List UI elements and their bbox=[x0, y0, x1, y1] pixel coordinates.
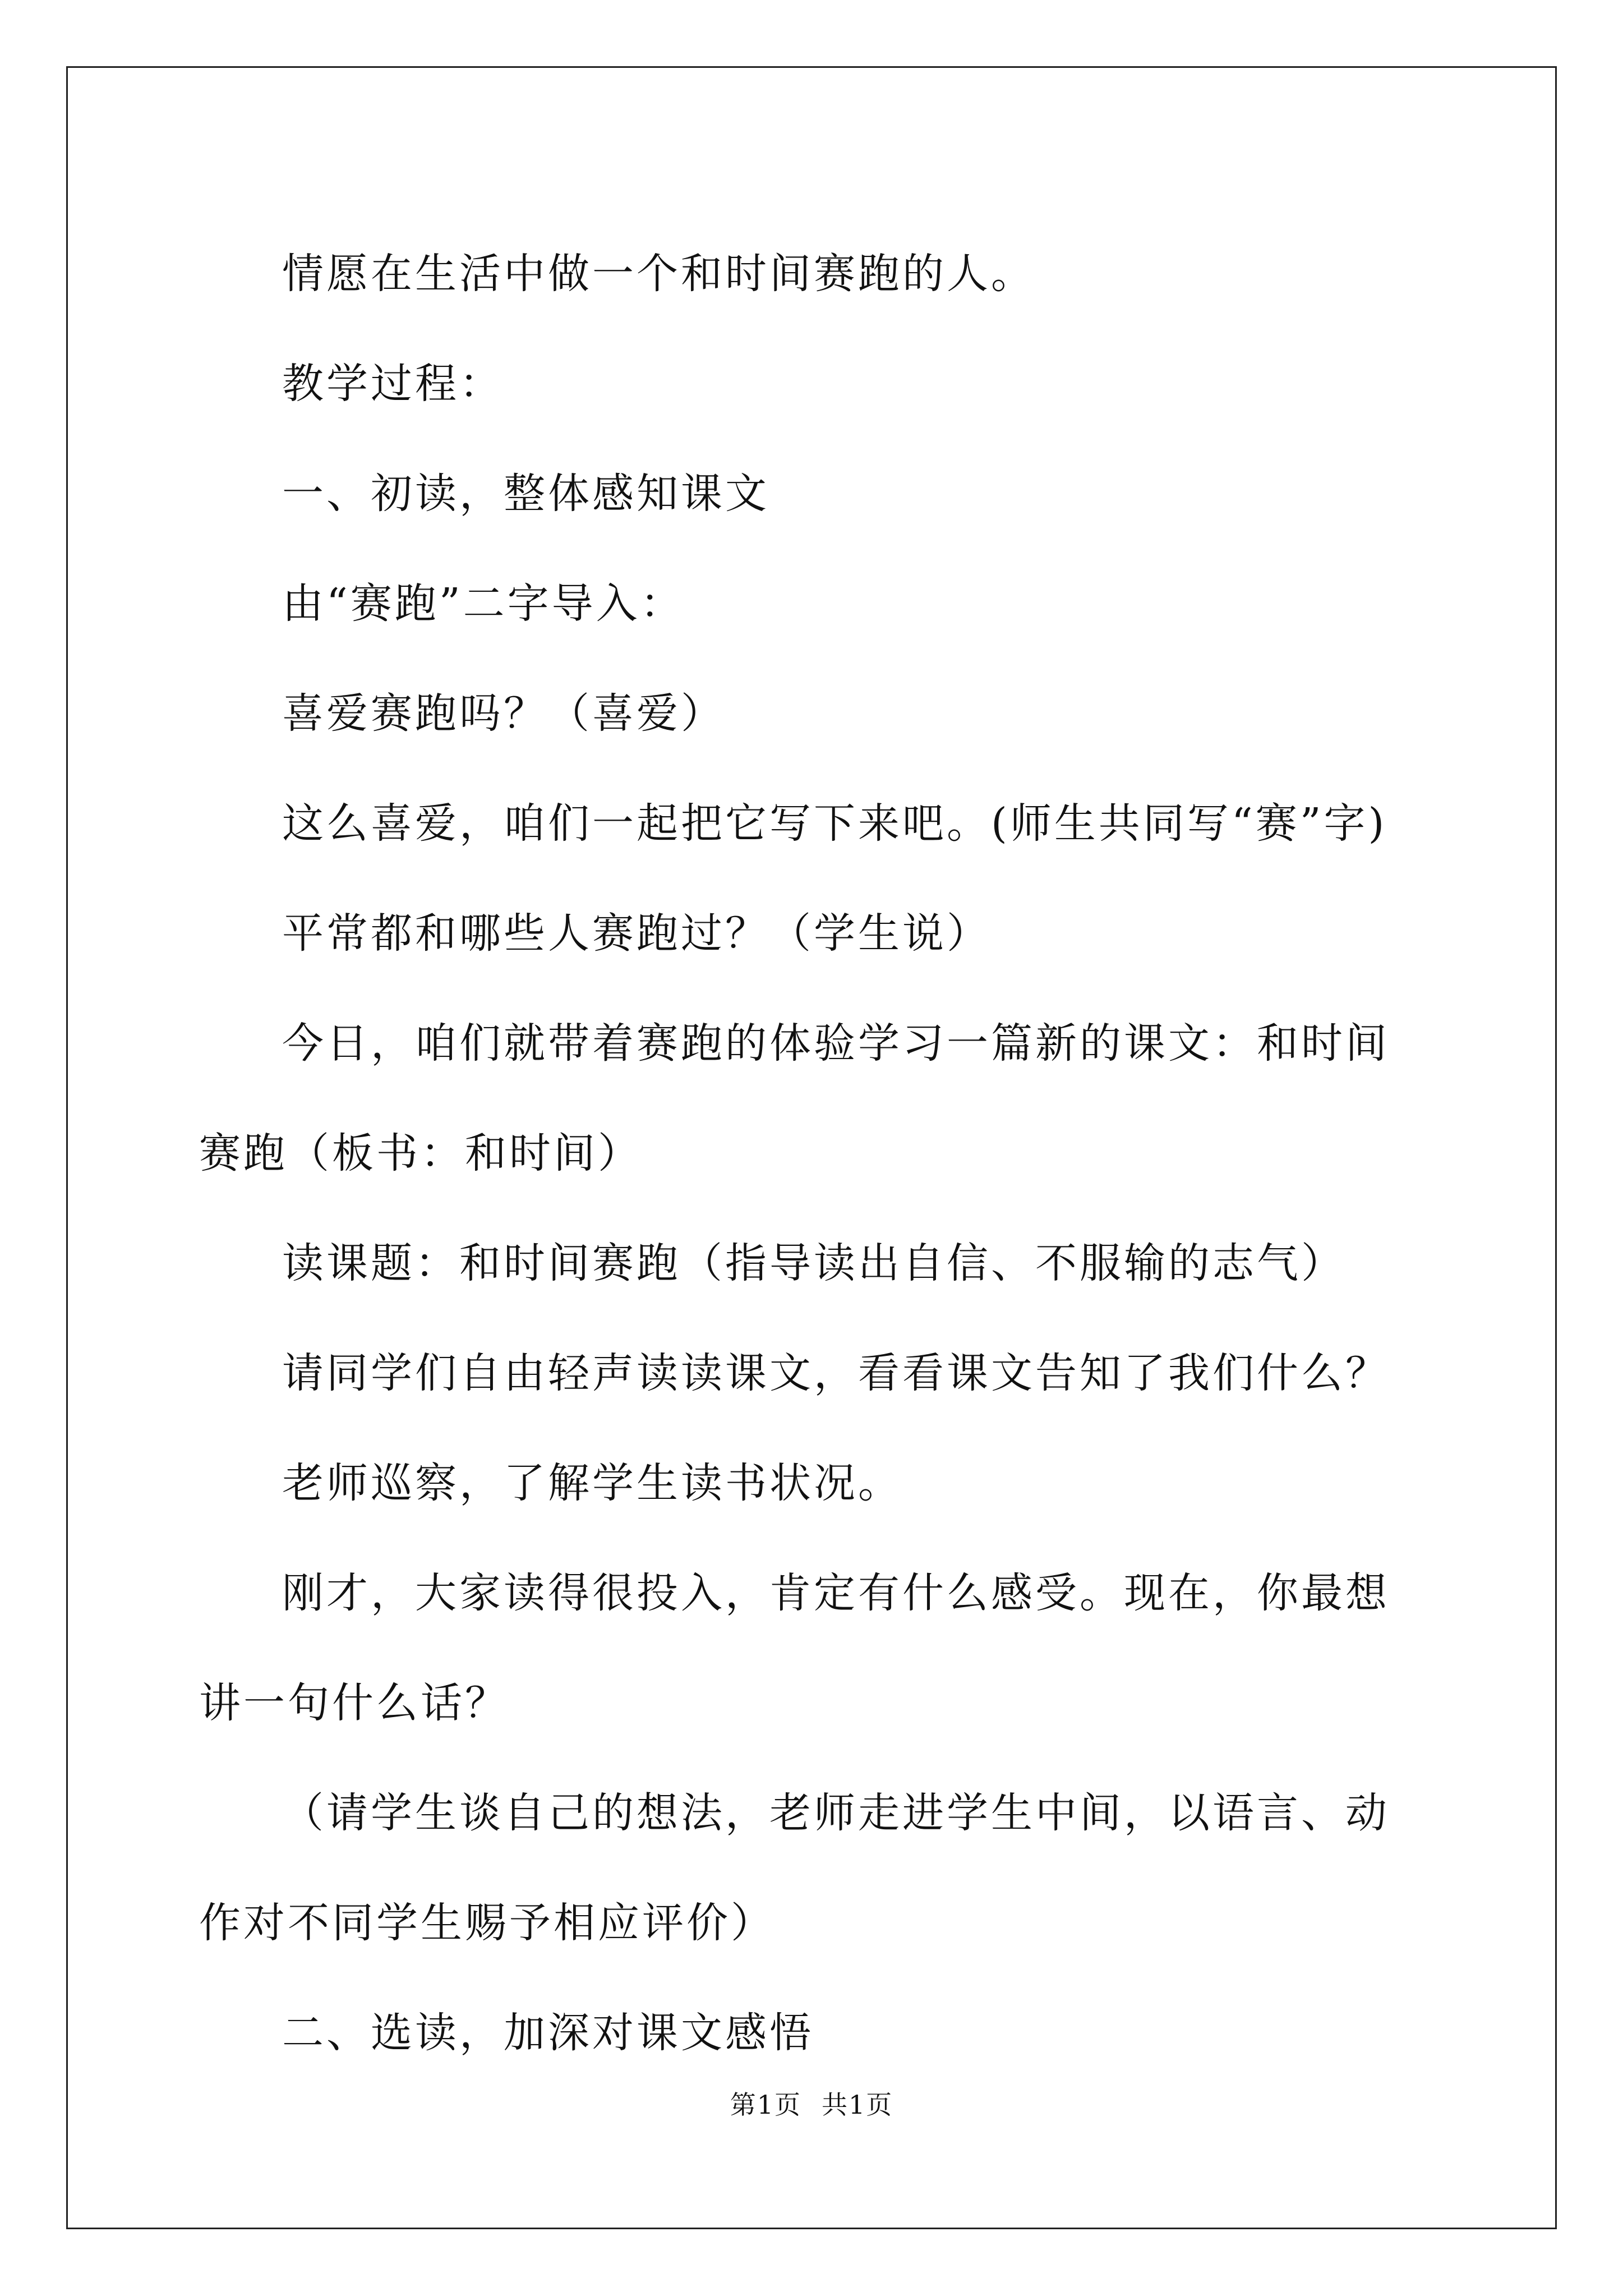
paragraph: 平常都和哪些人赛跑过？（学生说） bbox=[282, 909, 991, 958]
page-footer bbox=[0, 2088, 1623, 2122]
paragraph: （请学生谈自己的想法，老师走进学生中间，以语言、动作对不同学生赐予相应评价） bbox=[199, 1789, 1390, 1947]
paragraph: 由“赛跑”二字导入： bbox=[282, 579, 685, 628]
document-body bbox=[199, 219, 1433, 2088]
paragraph: 今日，咱们就带着赛跑的体验学习一篇新的课文：和时间赛跑（板书：和时间） bbox=[199, 1019, 1390, 1177]
paragraph: 一、初读，整体感知课文 bbox=[282, 470, 769, 518]
page-total: 共1页 bbox=[822, 2090, 893, 2120]
paragraph: 这么喜爱，咱们一起把它写下来吧。(师生共同写“赛”字) bbox=[282, 799, 1387, 848]
paragraph: 刚才，大家读得很投入，肯定有什么感受。现在，你最想讲一句什么话？ bbox=[199, 1569, 1390, 1727]
paragraph: 二、选读，加深对课文感悟 bbox=[282, 2009, 814, 2057]
paragraph: 请同学们自由轻声读读课文，看看课文告知了我们什么？ bbox=[282, 1349, 1390, 1397]
paragraph: 情愿在生活中做一个和时间赛跑的人。 bbox=[282, 250, 1035, 298]
paragraph: 教学过程： bbox=[282, 360, 504, 408]
paragraph: 读课题：和时间赛跑（指导读出自信、不服输的志气） bbox=[282, 1239, 1345, 1287]
paragraph: 老师巡察，了解学生读书状况。 bbox=[282, 1459, 902, 1507]
paragraph: 喜爱赛跑吗？（喜爱） bbox=[282, 689, 725, 738]
page-number: 第1页 bbox=[730, 2090, 801, 2120]
